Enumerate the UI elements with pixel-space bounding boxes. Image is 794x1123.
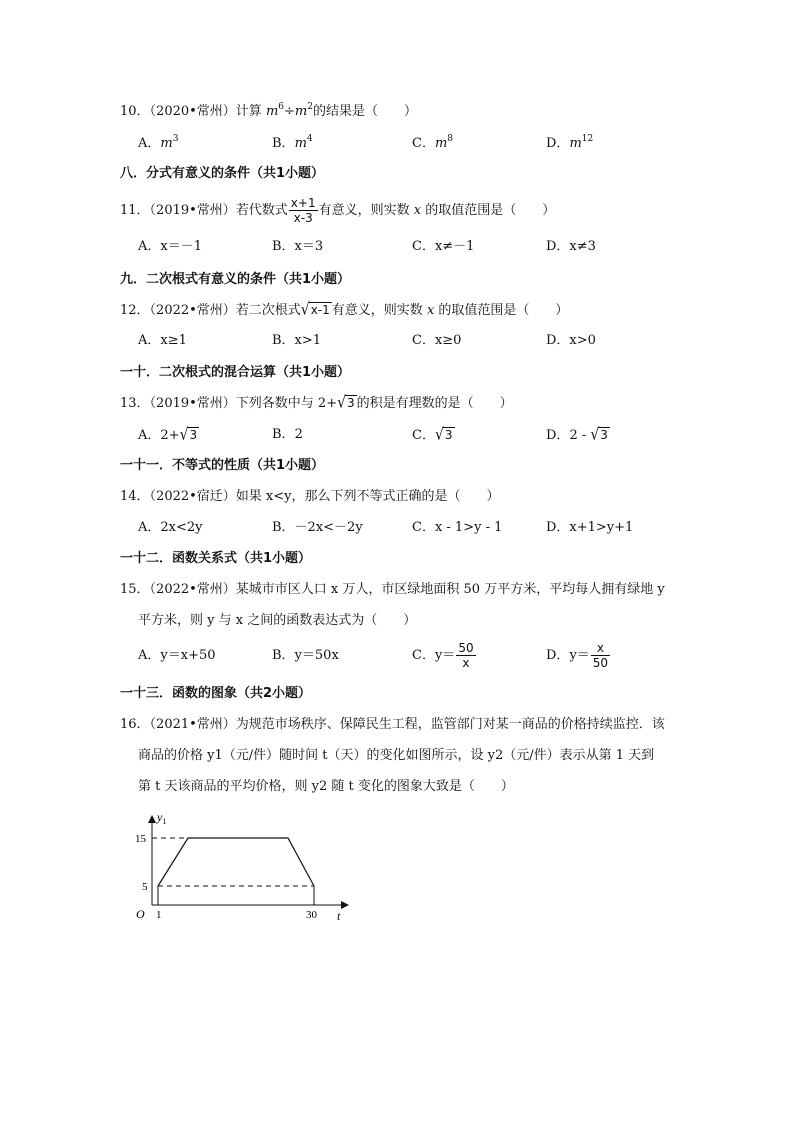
x-tick-30: 30 (306, 909, 317, 921)
question-16-line-1: 16．（2021•常州）为规范市场秩序、保障民生工程，监管部门对某一商品的价格持续监控．该 (120, 717, 665, 732)
q11-option-d[interactable]: D．x≠3 (546, 239, 596, 254)
price-time-graph (128, 808, 358, 926)
question-16-line-3: 第 t 天该商品的平均价格，则 y2 随 t 变化的图象大致是（ ） (138, 779, 514, 794)
y-tick-5: 5 (142, 881, 148, 893)
q13-option-c[interactable]: C．√3 (412, 425, 453, 445)
section-heading-10: 一十．二次根式的混合运算（共1小题） (120, 365, 351, 380)
q10-option-c[interactable]: C．$m^8$ (412, 134, 454, 151)
section-heading-12: 一十二．函数关系式（共1小题） (120, 551, 312, 566)
q11-option-c[interactable]: C．x≠－1 (412, 239, 475, 254)
q15-option-c[interactable]: C．y＝ $\frac{50}{x}$ (412, 641, 474, 670)
question-13: 13．（2019•常州）下列各数中与 2+√3 的积是有理数的是（ ） (120, 393, 513, 413)
question-15-line-1: 15．（2022•常州）某城市市区人口 x 万人，市区绿地面积 50 万平方米，平均每人拥有绿地 y (120, 582, 665, 597)
section-heading-9: 九．二次根式有意义的条件（共1小题） (120, 272, 351, 287)
square-root: √3 (337, 393, 355, 413)
q12-option-b[interactable]: B．x>1 (272, 333, 322, 348)
q10-option-b[interactable]: B．$m^4$ (272, 134, 313, 151)
y-tick-15: 15 (135, 833, 146, 845)
q14-option-d[interactable]: D．x+1>y+1 (546, 520, 634, 535)
q11-option-a[interactable]: A．x＝－1 (138, 239, 202, 254)
q10-option-d[interactable]: D．$m^{12}$ (546, 134, 594, 151)
section-heading-8: 八．分式有意义的条件（共1小题） (120, 166, 325, 181)
q10-option-a[interactable]: A．$m^3$ (138, 134, 179, 151)
q15-option-b[interactable]: B．y＝50x (272, 648, 339, 663)
q13-option-a[interactable]: A．2+√3 (138, 425, 198, 445)
q12-option-c[interactable]: C．x≥0 (412, 333, 462, 348)
question-14: 14．（2022•宿迁）如果 x<y，那么下列不等式正确的是（ ） (120, 489, 500, 504)
section-heading-11: 一十一．不等式的性质（共1小题） (120, 458, 325, 473)
q11-option-b[interactable]: B．x＝3 (272, 239, 324, 254)
q12-option-d[interactable]: D．x>0 (546, 333, 596, 348)
q14-option-b[interactable]: B．－2x<－2y (272, 520, 363, 535)
square-root: √x-1 (300, 300, 330, 320)
question-15-line-2: 平方米，则 y 与 x 之间的函数表达式为（ ） (138, 613, 417, 628)
price-curve (158, 838, 314, 886)
question-16-line-2: 商品的价格 y1（元/件）随时间 t（天）的变化如图所示，设 y2（元/件）表示从第 1 天到 (138, 748, 655, 763)
question-11: 11．（2019•常州）若代数式 $\frac{x+1}{x-3}$ 有意义，则实数 x 的取值范围是（ ） (120, 196, 556, 225)
section-heading-13: 一十三．函数的图象（共2小题） (120, 686, 312, 701)
origin-label: O (136, 907, 145, 921)
q14-option-c[interactable]: C．x - 1>y - 1 (412, 520, 503, 535)
x-tick-1: 1 (156, 909, 162, 921)
y-axis-label: $y_1$ (157, 810, 167, 826)
q15-option-d[interactable]: D．y＝ $\frac{x}{50}$ (546, 641, 609, 670)
q12-option-a[interactable]: A．x≥1 (138, 333, 187, 348)
q13-option-b[interactable]: B．2 (272, 427, 303, 442)
fraction: $\frac{x+1}{x-3}$ (290, 196, 316, 225)
x-axis-label: t (337, 909, 341, 923)
q15-option-a[interactable]: A．y＝x+50 (138, 648, 216, 663)
question-10: 10．（2020•常州）计算 $m^6\div m^2$的结果是（ ） (120, 102, 417, 119)
q13-option-d[interactable]: D．2 - √3 (546, 425, 608, 445)
question-12: 12．（2022•常州）若二次根式√x-1 有意义，则实数 x 的取值范围是（ ） (120, 300, 569, 320)
q14-option-a[interactable]: A．2x<2y (138, 520, 203, 535)
